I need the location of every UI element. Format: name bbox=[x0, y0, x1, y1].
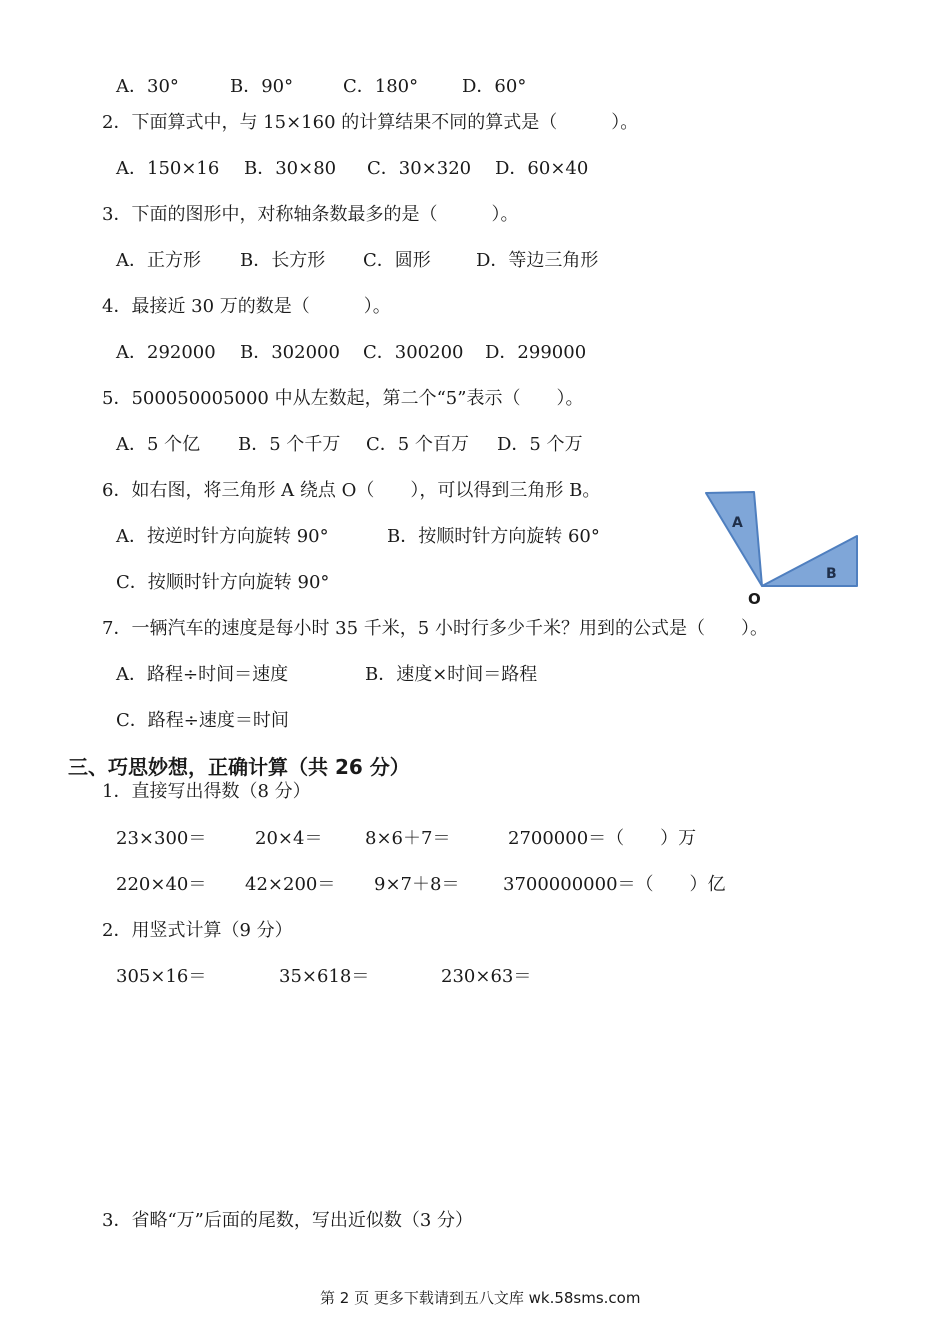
triangle-b bbox=[762, 536, 857, 586]
q7-stem: 7．一辆汽车的速度是每小时 35 千米，5 小时行多少千米？用到的公式是（ ）。 bbox=[102, 618, 768, 639]
q2-stem: 2．下面算式中，与 15×160 的计算结果不同的算式是（ ）。 bbox=[102, 112, 639, 133]
page-footer: 第 2 页 更多下载请到五八文库 wk.58sms.com bbox=[320, 1289, 641, 1307]
q4-option-a: A．292000 bbox=[116, 342, 216, 363]
q6-option-c: C．按顺时针方向旋转 90° bbox=[116, 572, 330, 593]
q5-option-a: A．5 个亿 bbox=[116, 434, 201, 455]
sub1-label: 1．直接写出得数（8 分） bbox=[102, 781, 311, 802]
label-a: A bbox=[732, 515, 743, 531]
q3-option-b: B．长方形 bbox=[240, 250, 326, 271]
oral-calc-7: 9×7＋8＝ bbox=[374, 874, 460, 895]
q5-stem: 5．500050005000 中从左数起，第二个“5”表示（ ）。 bbox=[102, 388, 584, 409]
q6-option-a: A．按逆时针方向旋转 90° bbox=[116, 526, 329, 547]
q2-option-d: D．60×40 bbox=[495, 158, 589, 179]
oral-calc-5: 220×40＝ bbox=[116, 874, 207, 895]
q3-option-d: D．等边三角形 bbox=[476, 250, 599, 271]
q1-option-c: C．180° bbox=[343, 76, 419, 97]
sub3-label: 3．省略“万”后面的尾数，写出近似数（3 分） bbox=[102, 1210, 474, 1231]
oral-calc-1: 23×300＝ bbox=[116, 828, 207, 849]
vertical-calc-2: 35×618＝ bbox=[279, 966, 370, 987]
section-3-title: 三、巧思妙想，正确计算（共 26 分） bbox=[68, 755, 410, 779]
oral-calc-6: 42×200＝ bbox=[245, 874, 336, 895]
label-b: B bbox=[826, 566, 837, 582]
q7-option-b: B．速度×时间＝路程 bbox=[365, 664, 538, 685]
q7-option-c: C．路程÷速度＝时间 bbox=[116, 710, 289, 731]
q2-option-a: A．150×16 bbox=[116, 158, 220, 179]
q4-option-d: D．299000 bbox=[485, 342, 587, 363]
oral-calc-3: 8×6＋7＝ bbox=[365, 828, 451, 849]
sub2-label: 2．用竖式计算（9 分） bbox=[102, 920, 293, 941]
q2-option-c: C．30×320 bbox=[367, 158, 472, 179]
q2-option-b: B．30×80 bbox=[244, 158, 337, 179]
vertical-calc-3: 230×63＝ bbox=[441, 966, 532, 987]
q5-option-b: B．5 个千万 bbox=[238, 434, 341, 455]
q4-option-b: B．302000 bbox=[240, 342, 340, 363]
q3-stem: 3．下面的图形中，对称轴条数最多的是（ ）。 bbox=[102, 204, 519, 225]
q1-option-b: B．90° bbox=[230, 76, 294, 97]
q7-option-a: A．路程÷时间＝速度 bbox=[116, 664, 289, 685]
q4-option-c: C．300200 bbox=[363, 342, 464, 363]
q3-option-a: A．正方形 bbox=[116, 250, 201, 271]
q5-option-d: D．5 个万 bbox=[497, 434, 583, 455]
oral-calc-4: 2700000＝（ ）万 bbox=[508, 828, 697, 849]
label-o: O bbox=[748, 590, 761, 608]
vertical-calc-1: 305×16＝ bbox=[116, 966, 207, 987]
oral-calc-2: 20×4＝ bbox=[255, 828, 323, 849]
triangle-a bbox=[706, 492, 762, 586]
q3-option-c: C．圆形 bbox=[363, 250, 431, 271]
oral-calc-8: 3700000000＝（ ）亿 bbox=[503, 874, 726, 895]
q5-option-c: C．5 个百万 bbox=[366, 434, 469, 455]
q4-stem: 4．最接近 30 万的数是（ ）。 bbox=[102, 296, 391, 317]
q1-option-a: A．30° bbox=[116, 76, 179, 97]
rotation-figure bbox=[700, 488, 865, 613]
q6-option-b: B．按顺时针方向旋转 60° bbox=[387, 526, 600, 547]
q6-stem: 6．如右图，将三角形 A 绕点 O（ ），可以得到三角形 B。 bbox=[102, 480, 601, 501]
q1-option-d: D．60° bbox=[462, 76, 527, 97]
